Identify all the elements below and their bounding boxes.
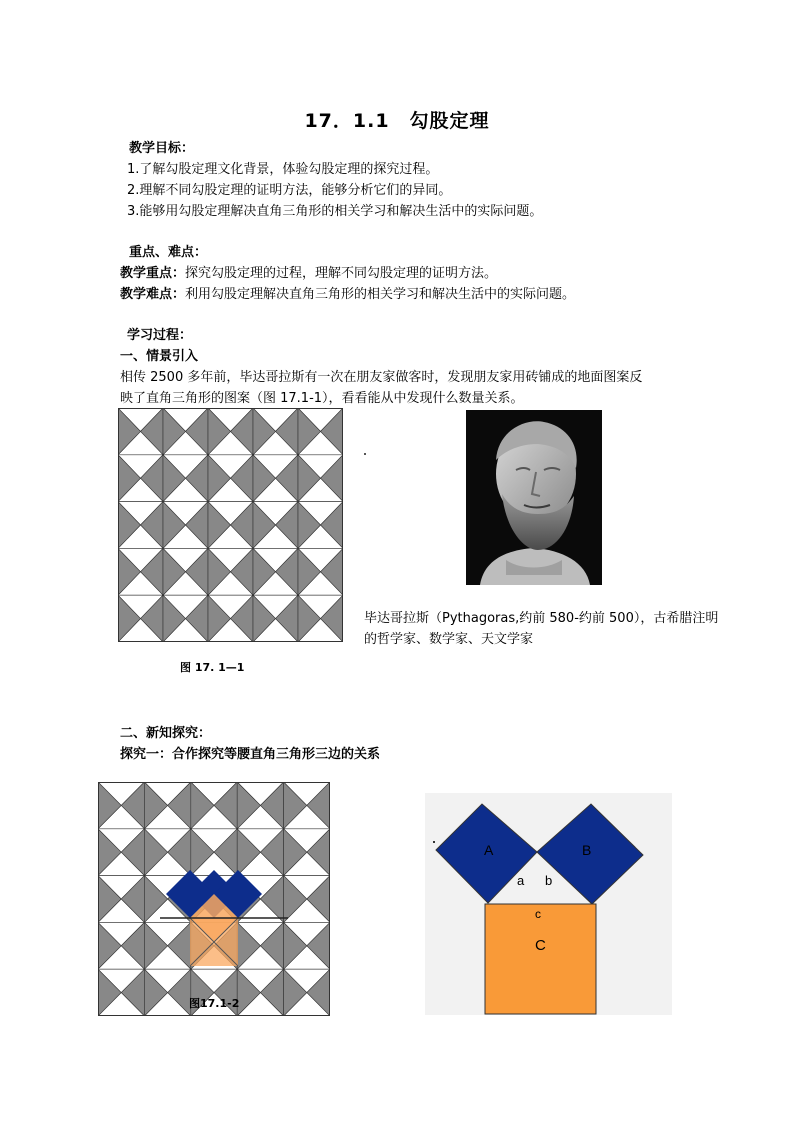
intro-line-2: 映了直角三角形的图案（图 17.1-1），看看能从中发现什么数量关系。	[120, 391, 524, 406]
difficult-text: 利用勾股定理解决直角三角形的相关学习和解决生活中的实际问题。	[185, 287, 576, 302]
label-B: B	[582, 842, 592, 858]
label-a: a	[517, 873, 525, 888]
pythagoras-portrait-image	[466, 410, 602, 585]
tile-pattern-figure-2	[98, 782, 330, 1016]
objectives-heading: 教学目标：	[129, 141, 195, 156]
section1-heading: 一、情景引入	[120, 349, 199, 364]
label-A: A	[484, 842, 494, 858]
intro-line-1: 相传 2500 多年前，毕达哥拉斯有一次在朋友家做客时，发现朋友家用砖铺成的地面图案反	[120, 370, 643, 385]
difficult-label: 教学难点：	[120, 287, 186, 302]
fig2-caption: 图17.1-2	[189, 997, 240, 1010]
stray-dot	[364, 453, 366, 455]
key-point	[120, 263, 497, 284]
tile-grid	[118, 408, 343, 642]
fig1-caption: 图 17. 1—1	[180, 661, 245, 674]
label-C: C	[535, 937, 546, 954]
key-label: 教学重点：	[120, 266, 186, 281]
objective-2: 2.理解不同勾股定理的证明方法，能够分析它们的异同。	[127, 183, 452, 198]
difficult-point	[120, 284, 575, 305]
tile-pattern-figure-1	[118, 408, 343, 642]
keypoints-heading: 重点、难点：	[129, 245, 208, 260]
objective-1: 1.了解勾股定理文化背景，体验勾股定理的探究过程。	[127, 162, 439, 177]
explore1-heading: 探究一：合作探究等腰直角三角形三边的关系	[120, 747, 381, 762]
portrait-caption-line-2: 的哲学家、数学家、天文学家	[364, 632, 534, 647]
label-b: b	[545, 873, 553, 888]
process-heading: 学习过程：	[127, 328, 193, 343]
label-c: c	[535, 907, 541, 921]
objective-3: 3.能够用勾股定理解决直角三角形的相关学习和解决生活中的实际问题。	[127, 204, 543, 219]
section2-heading: 二、新知探究：	[120, 726, 212, 741]
page-title: 17．1.1 勾股定理	[304, 110, 490, 132]
pythagorean-squares-diagram	[425, 793, 672, 1015]
portrait-caption-line-1: 毕达哥拉斯（Pythagoras,约前 580-约前 500），古希腊注明	[364, 611, 719, 626]
key-text: 探究勾股定理的过程，理解不同勾股定理的证明方法。	[185, 266, 498, 281]
